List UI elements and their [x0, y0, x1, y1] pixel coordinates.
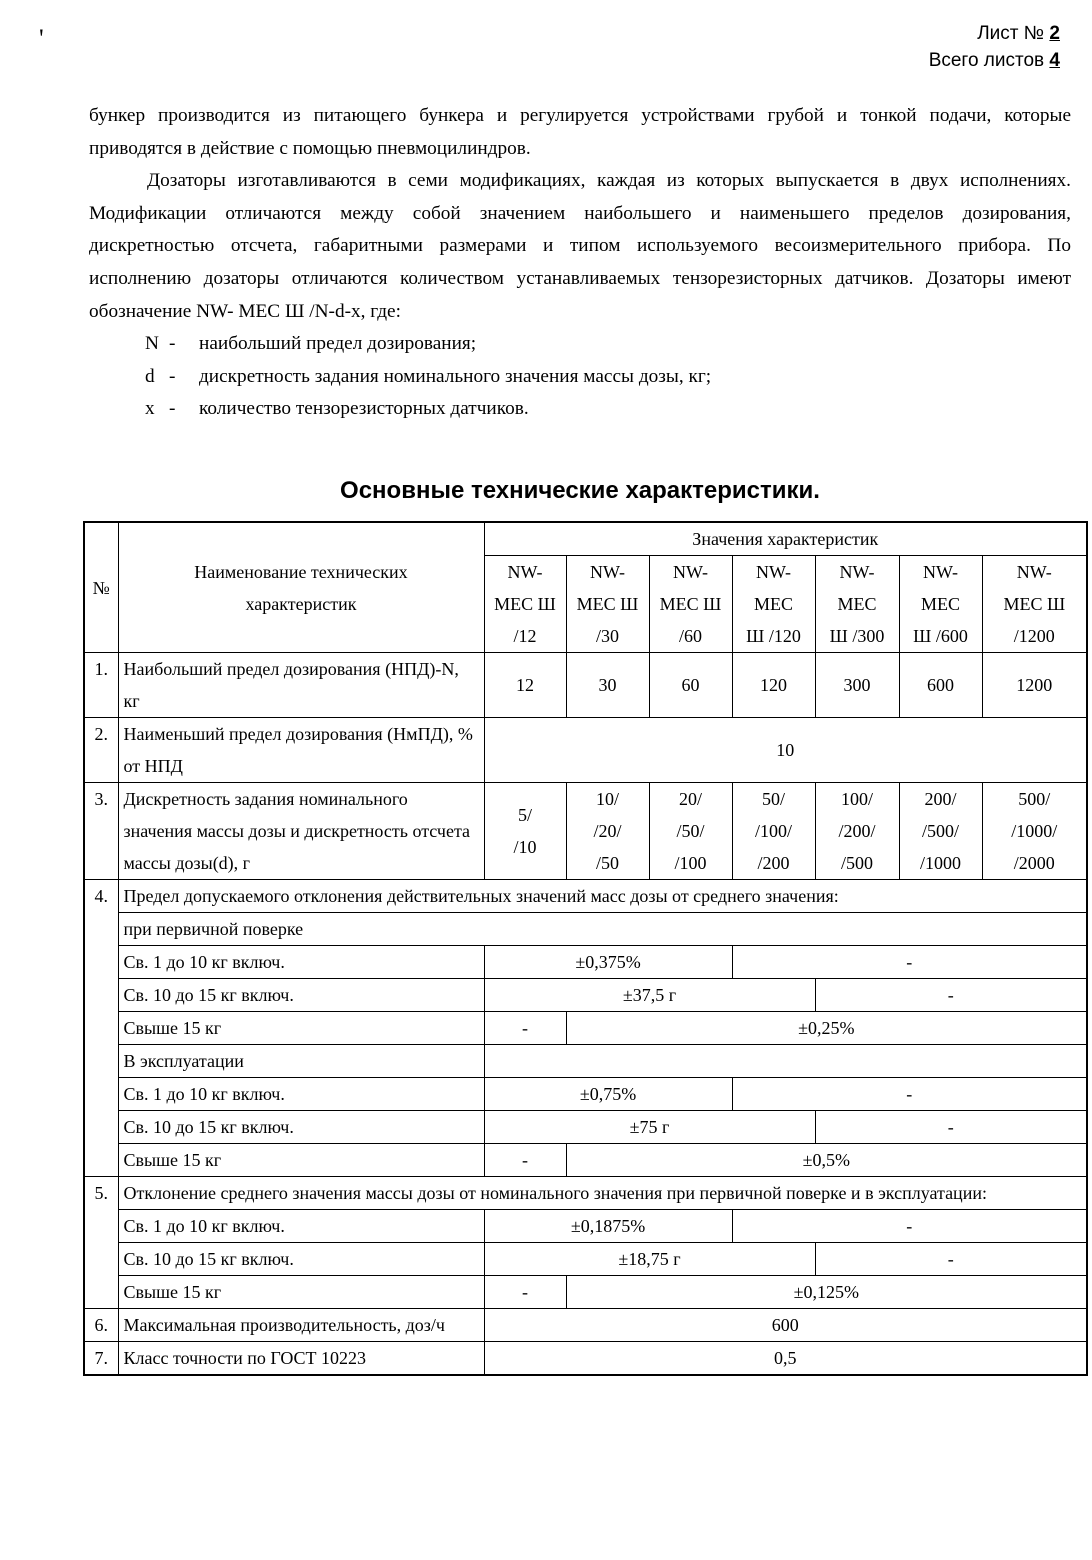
row-number: 6.: [84, 1309, 118, 1342]
row-number: 7.: [84, 1342, 118, 1376]
total-label: Всего листов: [928, 50, 1045, 71]
sheet-label: Лист №: [977, 23, 1045, 44]
value-cell: -: [815, 1243, 1087, 1276]
value-cell: -: [815, 1111, 1087, 1144]
value-cell: 10/ /20/ /50: [566, 783, 649, 880]
value-cell: 120: [732, 653, 815, 718]
row-name: Св. 1 до 10 кг включ.: [118, 1078, 484, 1111]
value-cell: 50/ /100/ /200: [732, 783, 815, 880]
table-row: [84, 1111, 1087, 1144]
table-row: [84, 880, 1087, 913]
value-cell: 1200: [982, 653, 1087, 718]
value-cell: -: [484, 1012, 566, 1045]
sheet-number: 2: [1049, 23, 1060, 44]
legend-symbol: d: [145, 365, 155, 387]
value-cell: 600: [484, 1309, 1087, 1342]
table-row: [84, 913, 1087, 946]
sheet-line: [929, 20, 1060, 47]
spec-table: [83, 521, 1088, 1376]
table-row: [84, 718, 1087, 783]
legend-dash: -: [169, 333, 176, 355]
table-row: [84, 1309, 1087, 1342]
value-cell: 60: [649, 653, 732, 718]
table-row: [84, 1210, 1087, 1243]
value-cell: -: [732, 946, 1087, 979]
legend-text: количество тензорезисторных датчиков.: [199, 398, 529, 420]
value-cell: 200/ /500/ /1000: [899, 783, 982, 880]
model-cell: NW- МЕС Ш /12: [484, 556, 566, 653]
model-cell: NW- МЕС Ш /60: [649, 556, 732, 653]
table-row: [84, 783, 1087, 880]
table-row: [84, 946, 1087, 979]
table-row: [84, 1177, 1087, 1210]
subsection-label: В эксплуатации: [118, 1045, 484, 1078]
empty-cell: [484, 1045, 1087, 1078]
row-name: Св. 10 до 15 кг включ.: [118, 1111, 484, 1144]
row-name: Максимальная производительность, доз/ч: [118, 1309, 484, 1342]
row-name: Св. 10 до 15 кг включ.: [118, 979, 484, 1012]
value-cell: 30: [566, 653, 649, 718]
value-cell: ±0,5%: [566, 1144, 1087, 1177]
row-name: Дискретность задания номинального значения массы дозы и дискретность отсчета массы дозы(d), г: [118, 783, 484, 880]
model-cell: NW- МЕС Ш /30: [566, 556, 649, 653]
model-cell: NW- МЕС Ш /120: [732, 556, 815, 653]
model-cell: NW- МЕС Ш /1200: [982, 556, 1087, 653]
value-cell: -: [484, 1144, 566, 1177]
row-number: 4.: [84, 880, 118, 1177]
legend-item: [89, 361, 1071, 394]
row-name: Наименьший предел дозирования (НмПД), % от НПД: [118, 718, 484, 783]
row-name: Св. 1 до 10 кг включ.: [118, 1210, 484, 1243]
legend-item: [89, 393, 1071, 426]
table-row: [84, 1276, 1087, 1309]
page-header: [929, 20, 1060, 74]
row-name: Свыше 15 кг: [118, 1144, 484, 1177]
legend-dash: -: [169, 398, 176, 420]
table-row: [84, 979, 1087, 1012]
body-text: [89, 100, 1071, 426]
col-name-header: Наименование технических характеристик: [118, 522, 484, 653]
total-line: [929, 47, 1060, 74]
model-cell: NW- МЕС Ш /300: [815, 556, 899, 653]
value-cell: 300: [815, 653, 899, 718]
value-cell: 600: [899, 653, 982, 718]
value-cell: ±0,75%: [484, 1078, 732, 1111]
value-cell: 100/ /200/ /500: [815, 783, 899, 880]
value-cell: -: [815, 979, 1087, 1012]
value-cell: 5/ /10: [484, 783, 566, 880]
row-name: Свыше 15 кг: [118, 1012, 484, 1045]
value-cell: ±0,125%: [566, 1276, 1087, 1309]
header-row: [84, 522, 1087, 556]
legend-text: наибольший предел дозирования;: [199, 333, 477, 355]
value-cell: -: [732, 1210, 1087, 1243]
paragraph-1: бункер производится из питающего бункера и регулируется устройствами грубой и тонкой подачи, которые приводятся в действие с помощью пневмоцилиндров.: [89, 105, 1071, 159]
section-title: Отклонение среднего значения массы дозы от номинального значения при первичной поверке и в эксплуатации:: [118, 1177, 1087, 1210]
row-name: Свыше 15 кг: [118, 1276, 484, 1309]
table-title: Основные технические характеристики.: [340, 477, 820, 504]
value-cell: 0,5: [484, 1342, 1087, 1376]
value-cell: ±37,5 г: [484, 979, 815, 1012]
table-row: [84, 1078, 1087, 1111]
value-cell: ±0,25%: [566, 1012, 1087, 1045]
row-name: Класс точности по ГОСТ 10223: [118, 1342, 484, 1376]
legend-dash: -: [169, 365, 176, 387]
legend-text: дискретность задания номинального значения массы дозы, кг;: [199, 365, 712, 387]
value-cell: ±18,75 г: [484, 1243, 815, 1276]
value-cell: ±0,1875%: [484, 1210, 732, 1243]
col-number-header: №: [84, 522, 118, 653]
row-number: 1.: [84, 653, 118, 718]
total-number: 4: [1049, 50, 1060, 71]
value-cell: 500/ /1000/ /2000: [982, 783, 1087, 880]
section-title: Предел допускаемого отклонения действительных значений масс дозы от среднего значения:: [118, 880, 1087, 913]
row-number: 2.: [84, 718, 118, 783]
value-cell: 20/ /50/ /100: [649, 783, 732, 880]
table-row: [84, 1342, 1087, 1376]
stray-mark: ': [39, 24, 44, 53]
model-cell: NW- МЕС Ш /600: [899, 556, 982, 653]
values-header: Значения характеристик: [484, 522, 1087, 556]
table-row: [84, 1243, 1087, 1276]
value-cell: -: [732, 1078, 1087, 1111]
legend-symbol: N: [145, 333, 159, 355]
legend-item: [89, 328, 1071, 361]
value-cell: ±0,375%: [484, 946, 732, 979]
row-name: Св. 10 до 15 кг включ.: [118, 1243, 484, 1276]
row-name: Наибольший предел дозирования (НПД)-N, кг: [118, 653, 484, 718]
value-cell: 12: [484, 653, 566, 718]
row-name: Св. 1 до 10 кг включ.: [118, 946, 484, 979]
row-number: 5.: [84, 1177, 118, 1309]
table-row: [84, 653, 1087, 718]
table-row: [84, 1012, 1087, 1045]
table-row: [84, 1045, 1087, 1078]
row-number: 3.: [84, 783, 118, 880]
subsection-label: при первичной поверке: [118, 913, 1087, 946]
value-cell: ±75 г: [484, 1111, 815, 1144]
legend-symbol: x: [145, 398, 155, 420]
value-cell: -: [484, 1276, 566, 1309]
table-row: [84, 1144, 1087, 1177]
paragraph-2: Дозаторы изготавливаются в семи модификациях, каждая из которых выпускается в двух исполнениях. Модификации отличаются между собой значением наибольшего и наименьшего пределов дозирования, дискретностью отсчета, габаритными размерами и типом используемого весоизмерительного прибора. По исполнению дозаторы отличаются количеством устанавливаемых тензорезисторных датчиков. Дозаторы имеют обозначение NW- МЕС Ш /N-d-x, где:: [89, 170, 1071, 322]
value-cell: 10: [484, 718, 1087, 783]
designation-legend: [89, 328, 1071, 426]
